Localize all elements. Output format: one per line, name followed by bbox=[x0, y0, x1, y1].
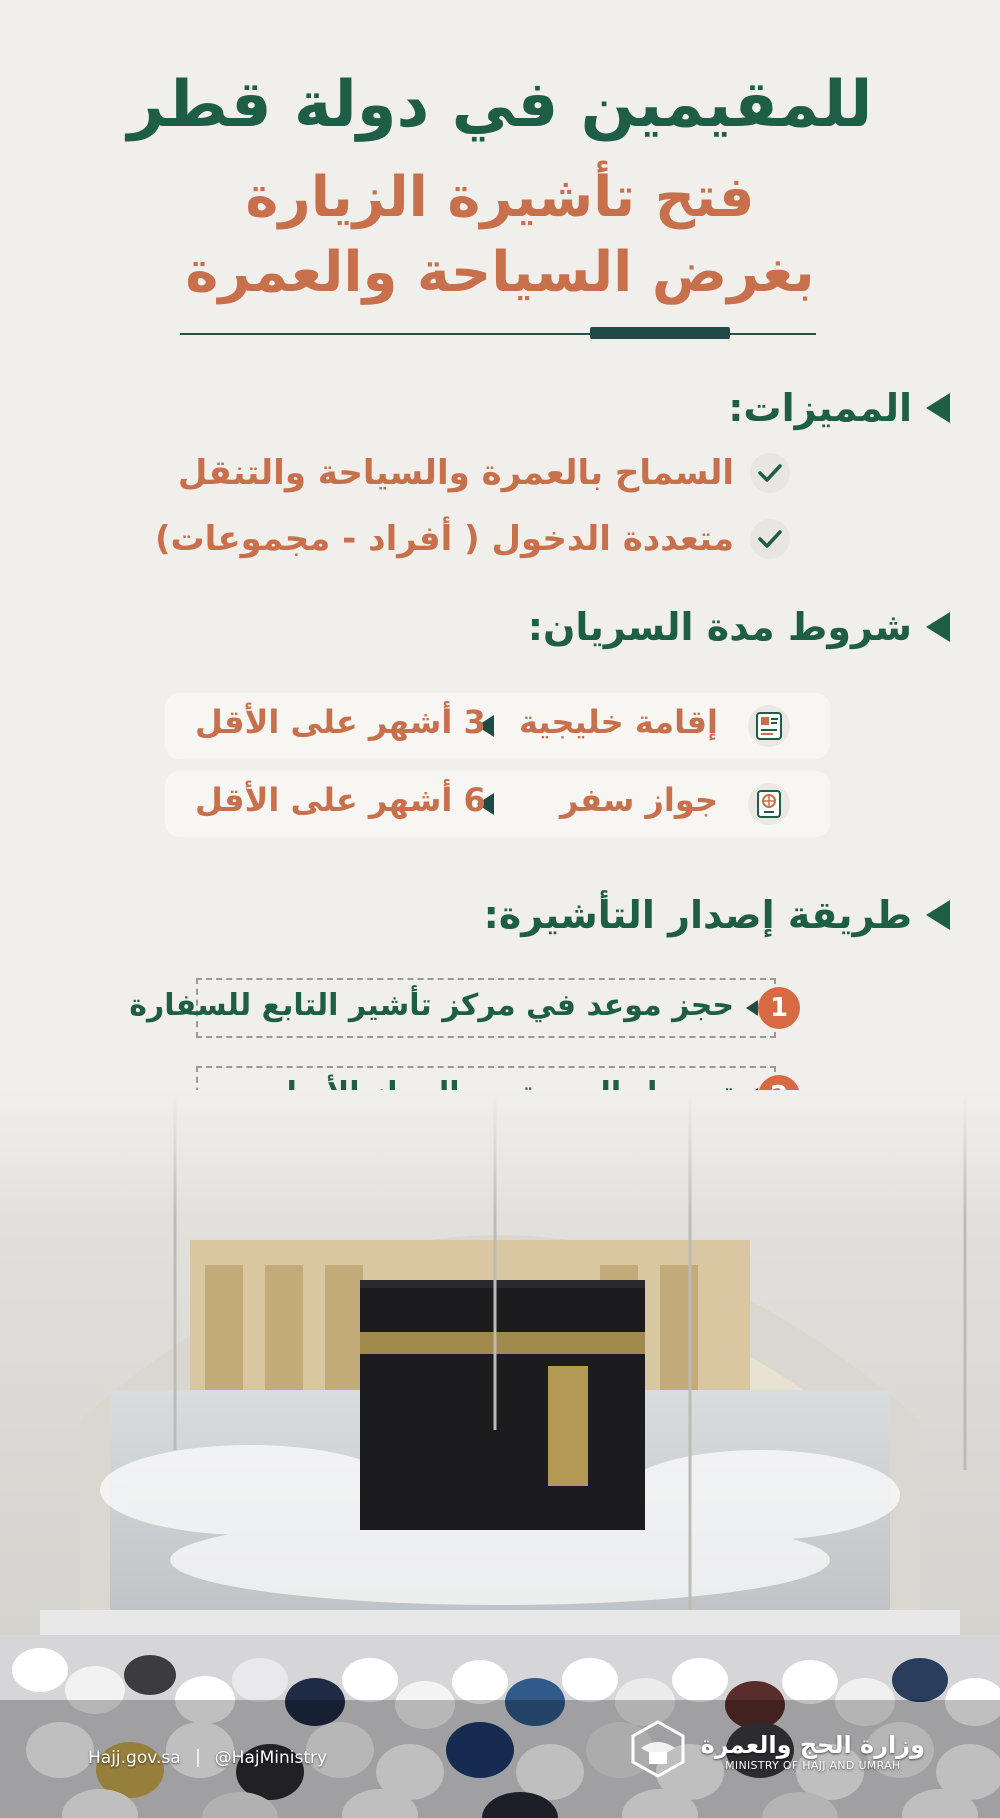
feature-item bbox=[155, 514, 790, 564]
document-label: إقامة خليجية bbox=[518, 703, 718, 741]
check-icon bbox=[750, 519, 790, 559]
document-label: جواز سفر bbox=[559, 781, 718, 819]
features-heading bbox=[728, 383, 950, 433]
ministry-name bbox=[701, 1731, 925, 1772]
validity-heading-text: شروط مدة السريان: bbox=[527, 605, 912, 649]
section-arrow-icon bbox=[926, 612, 950, 642]
page-title: للمقيمين في دولة قطر bbox=[127, 68, 873, 142]
ministry-name-english: MINISTRY OF HAJJ AND UMRAH bbox=[725, 1758, 901, 1772]
photo-fade bbox=[0, 1090, 1000, 1220]
step-number-badge: 1 bbox=[758, 987, 800, 1029]
passport-icon bbox=[748, 783, 790, 825]
issuance-heading bbox=[484, 890, 950, 940]
section-arrow-icon bbox=[926, 393, 950, 423]
section-arrow-icon bbox=[926, 900, 950, 930]
issuance-heading-text: طريقة إصدار التأشيرة: bbox=[483, 893, 912, 937]
ministry-name-arabic: وزارة الحج والعمرة bbox=[700, 1730, 925, 1759]
feature-text: السماح بالعمرة والسياحة والتنقل bbox=[177, 453, 734, 493]
requirement-value: 6 أشهر على الأقل bbox=[195, 781, 486, 819]
feature-text: متعددة الدخول ( أفراد - مجموعات) bbox=[154, 519, 734, 559]
ministry-emblem-icon bbox=[629, 1718, 687, 1784]
residence-card-icon bbox=[748, 705, 790, 747]
social-handle[interactable]: @HajMinistry bbox=[214, 1748, 328, 1768]
step-text: حجز موعد في مركز تأشير التابع للسفارة bbox=[129, 988, 734, 1023]
subtitle-line-1: فتح تأشيرة الزيارة bbox=[245, 165, 755, 230]
divider-accent bbox=[590, 327, 730, 339]
check-icon bbox=[750, 453, 790, 493]
website-link[interactable]: Hajj.gov.sa bbox=[88, 1748, 181, 1768]
step-item bbox=[129, 978, 789, 1038]
feature-item bbox=[178, 448, 790, 498]
footer-links bbox=[88, 1748, 327, 1768]
validity-row bbox=[165, 693, 830, 759]
features-heading-text: المميزات: bbox=[728, 386, 912, 430]
subtitle-line-2: بغرض السياحة والعمرة bbox=[185, 240, 815, 305]
requirement-value: 3 أشهر على الأقل bbox=[195, 703, 486, 741]
kaaba-photo bbox=[0, 1090, 1000, 1818]
footer-separator bbox=[197, 1749, 199, 1767]
ministry-logo bbox=[629, 1718, 925, 1784]
validity-heading bbox=[528, 602, 950, 652]
validity-row bbox=[165, 771, 830, 837]
